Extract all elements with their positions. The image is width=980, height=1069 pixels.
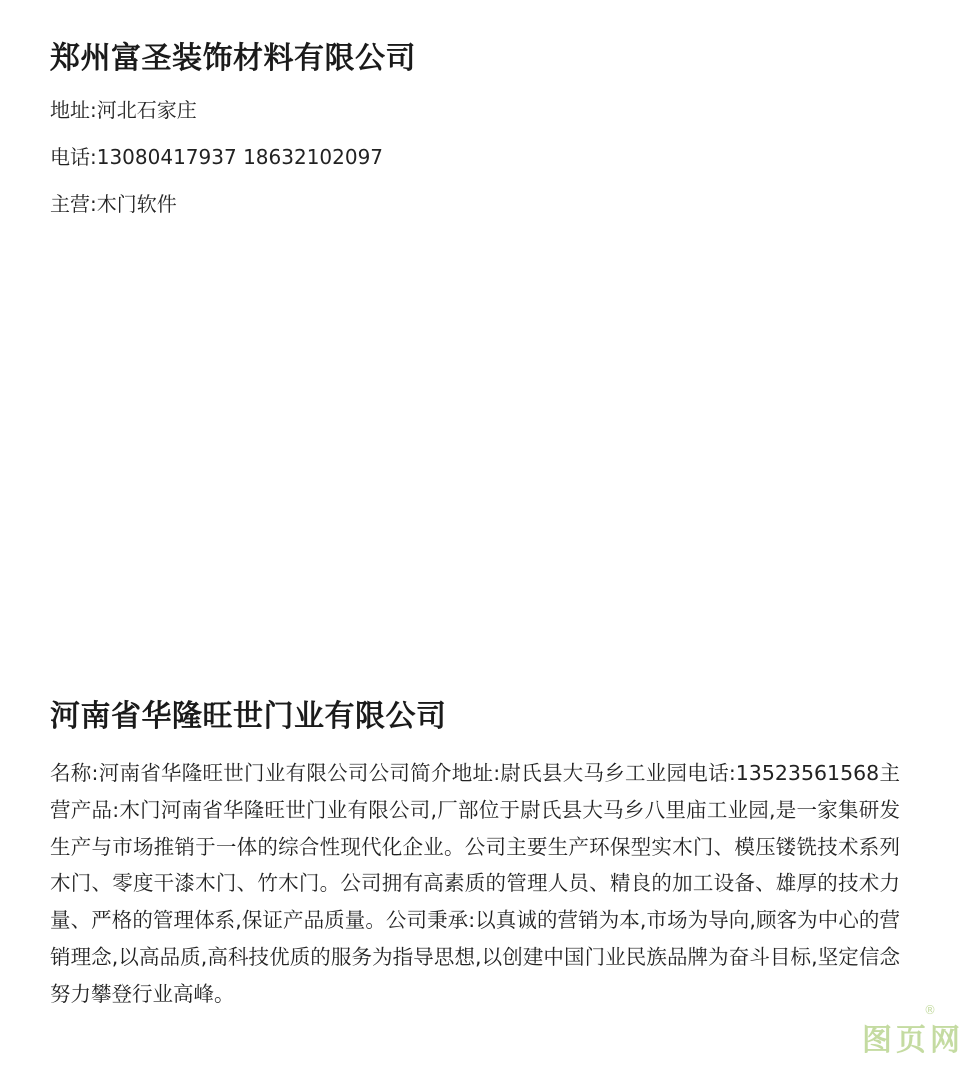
company-block-zhengzhou-fusheng <box>50 38 900 239</box>
watermark-logo <box>862 1003 964 1059</box>
company-main-business: 主营:木门软件 <box>50 192 177 216</box>
company-description: 名称:河南省华隆旺世门业有限公司公司简介地址:尉氏县大马乡工业园电话:13523561568主营产品:木门河南省华隆旺世门业有限公司,厂部位于尉氏县大马乡八里庙工业园,是一家集研发生产与市场推销于一体的综合性现代化企业。公司主要生产环保型实木门、模压镂铣技术系列木门、零度干漆木门、竹木门。公司拥有高素质的管理人员、精良的加工设备、雄厚的技术力量、严格的管理体系,保证产品质量。公司秉承:以真诚的营销为本,市场为导向,顾客为中心的营销理念,以高品质,高科技优质的服务为指导思想,以创建中国门业民族品牌为奋斗目标,坚定信念努力攀登行业高峰。 <box>50 761 900 1006</box>
company-title: 郑州富圣装饰材料有限公司 <box>50 41 416 76</box>
company-address: 地址:河北石家庄 <box>50 98 197 122</box>
registered-mark-icon: ® <box>924 1003 936 1017</box>
company-title: 河南省华隆旺世门业有限公司 <box>50 699 447 734</box>
company-block-henan-hualong <box>50 696 900 1013</box>
watermark-text: 图页网 <box>862 1023 964 1058</box>
company-phone: 电话:13080417937 18632102097 <box>50 145 384 169</box>
